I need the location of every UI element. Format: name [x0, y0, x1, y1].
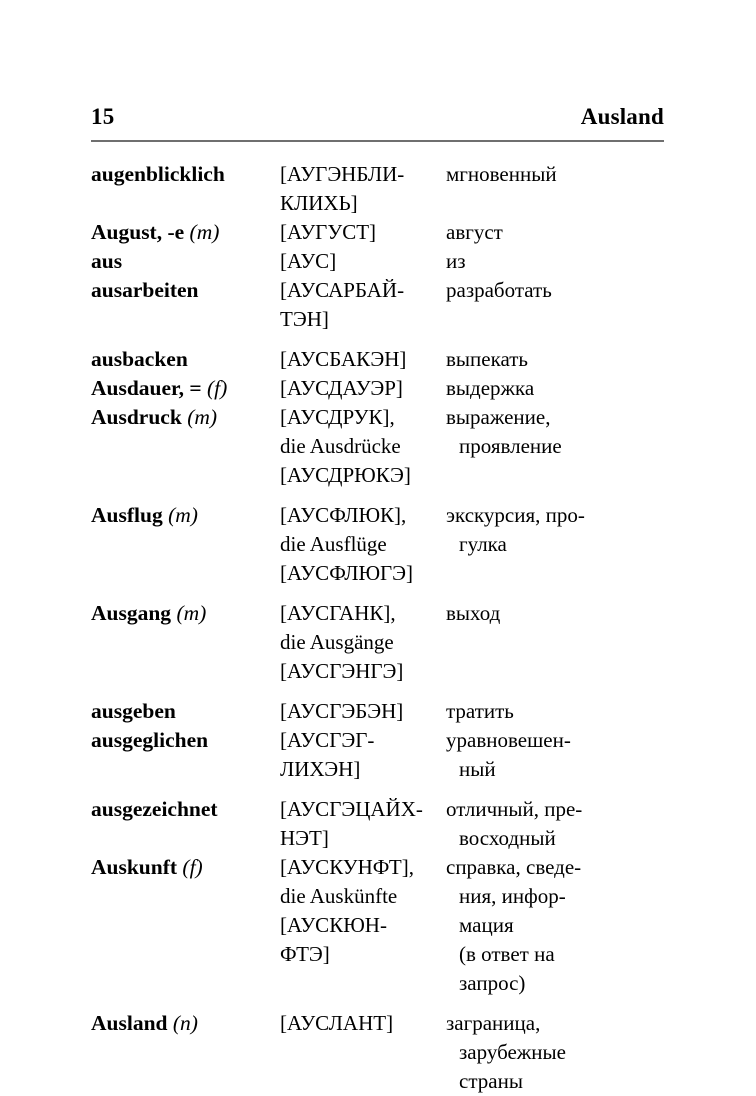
entry-transcription: [280, 374, 446, 403]
gender-marker: (f): [207, 376, 228, 400]
translation-line: заграница,: [446, 1011, 541, 1035]
dictionary-entry: [91, 403, 691, 490]
entry-translation: [446, 345, 691, 374]
headword-text: August, -e: [91, 220, 190, 244]
entry-translation: [446, 501, 691, 559]
entry-translation: [446, 853, 691, 998]
header-divider: [91, 140, 664, 142]
translation-line: тратить: [446, 699, 514, 723]
entry-headword: [91, 697, 280, 726]
entry-translation: [446, 795, 691, 853]
entry-headword: [91, 599, 280, 628]
dictionary-entry: [91, 276, 691, 334]
transcription-line: [АУСДАУЭР]: [280, 376, 403, 400]
entry-headword: [91, 276, 280, 305]
gender-marker: (f): [182, 855, 203, 879]
headword-text: Ausdauer, =: [91, 376, 208, 400]
entry-headword: [91, 853, 280, 882]
gender-marker: (n): [172, 1011, 198, 1035]
entry-transcription: [280, 853, 446, 969]
entry-translation: [446, 697, 691, 726]
translation-line: (в ответ на: [459, 942, 555, 966]
transcription-line: [АУСГАНК],: [280, 601, 396, 625]
dictionary-entry: [91, 374, 691, 403]
translation-line: мация: [459, 913, 514, 937]
entry-transcription: [280, 1009, 446, 1038]
transcription-line: die Auskünfte: [280, 884, 398, 908]
headword-text: Ausgang: [91, 601, 177, 625]
transcription-line: [АУСГЭНГЭ]: [280, 659, 404, 683]
entry-translation: [446, 160, 691, 189]
transcription-line: [АУСКУНФТ],: [280, 855, 414, 879]
gender-marker: (m): [176, 601, 207, 625]
translation-line: разработать: [446, 278, 552, 302]
entry-translation: [446, 218, 691, 247]
translation-line: восходный: [459, 826, 556, 850]
entry-translation: [446, 247, 691, 276]
translation-line: ния, инфор-: [459, 884, 566, 908]
headword-text: Ausflug: [91, 503, 169, 527]
entry-translation: [446, 374, 691, 403]
page-number: 15: [91, 104, 115, 129]
entry-transcription: [280, 403, 446, 490]
headword-text: ausbacken: [91, 347, 188, 371]
entry-headword: [91, 374, 280, 403]
transcription-line: die Ausdrücke: [280, 434, 401, 458]
dictionary-entry: [91, 218, 691, 247]
entry-headword: [91, 1009, 280, 1038]
entry-headword: [91, 501, 280, 530]
translation-line: запрос): [459, 971, 526, 995]
transcription-line: [АУСГЭБЭН]: [280, 699, 404, 723]
transcription-line: [АУС]: [280, 249, 337, 273]
entry-headword: [91, 403, 280, 432]
transcription-line: НЭТ]: [280, 826, 329, 850]
headword-text: ausarbeiten: [91, 278, 199, 302]
translation-line: проявление: [459, 434, 562, 458]
entry-transcription: [280, 599, 446, 686]
entry-transcription: [280, 218, 446, 247]
transcription-line: [АУСФЛЮГЭ]: [280, 561, 414, 585]
transcription-line: [АУСКЮН-: [280, 913, 387, 937]
translation-line: ный: [459, 757, 496, 781]
entry-headword: [91, 247, 280, 276]
entry-headword: [91, 218, 280, 247]
gender-marker: (m): [168, 503, 198, 527]
dictionary-entry: [91, 795, 691, 853]
entry-list: [91, 160, 691, 1096]
entry-translation: [446, 276, 691, 305]
entry-translation: [446, 726, 691, 784]
headword-text: aus: [91, 249, 123, 273]
transcription-line: [АУСЛАНТ]: [280, 1011, 394, 1035]
translation-line: мгновенный: [446, 162, 557, 186]
gender-marker: (m): [187, 405, 218, 429]
gender-marker: (m): [189, 220, 220, 244]
transcription-line: [АУСФЛЮК],: [280, 503, 407, 527]
dictionary-entry: [91, 1009, 691, 1096]
dictionary-entry: [91, 501, 691, 588]
dictionary-entry: [91, 697, 691, 726]
transcription-line: [АУСГЭГ-: [280, 728, 375, 752]
running-head: [91, 104, 664, 130]
entry-transcription: [280, 247, 446, 276]
transcription-line: die Ausgänge: [280, 630, 394, 654]
headword-text: Auskunft: [91, 855, 183, 879]
transcription-line: die Ausflüge: [280, 532, 387, 556]
transcription-line: ТЭН]: [280, 307, 329, 331]
translation-line: зарубежные: [459, 1040, 566, 1064]
entry-translation: [446, 599, 691, 628]
translation-line: выпекать: [446, 347, 529, 371]
entry-transcription: [280, 501, 446, 588]
entry-transcription: [280, 726, 446, 784]
entry-transcription: [280, 795, 446, 853]
translation-line: экскурсия, про-: [446, 503, 585, 527]
transcription-line: ЛИХЭН]: [280, 757, 361, 781]
entry-translation: [446, 403, 691, 461]
headword-text: Ausdruck: [91, 405, 188, 429]
entry-transcription: [280, 345, 446, 374]
translation-line: уравновешен-: [446, 728, 571, 752]
entry-transcription: [280, 697, 446, 726]
headword-text: augenblicklich: [91, 162, 225, 186]
translation-line: страны: [459, 1069, 523, 1093]
dictionary-entry: [91, 247, 691, 276]
translation-line: гулка: [459, 532, 507, 556]
headword-text: Ausland: [91, 1011, 173, 1035]
transcription-line: [АУСДРЮКЭ]: [280, 463, 411, 487]
transcription-line: [АУГУСТ]: [280, 220, 377, 244]
catchword: Ausland: [580, 104, 664, 129]
transcription-line: [АУСДРУК],: [280, 405, 395, 429]
transcription-line: ФТЭ]: [280, 942, 330, 966]
transcription-line: [АУГЭНБЛИ-: [280, 162, 405, 186]
transcription-line: [АУСГЭЦАЙХ-: [280, 797, 423, 821]
headword-text: ausgeben: [91, 699, 176, 723]
translation-line: выдержка: [446, 376, 535, 400]
dictionary-entry: [91, 345, 691, 374]
dictionary-entry: [91, 853, 691, 998]
transcription-line: [АУСАРБАЙ-: [280, 278, 405, 302]
entry-transcription: [280, 276, 446, 334]
entry-headword: [91, 160, 280, 189]
entry-headword: [91, 795, 280, 824]
dictionary-entry: [91, 726, 691, 784]
translation-line: отличный, пре-: [446, 797, 583, 821]
headword-text: ausgezeichnet: [91, 797, 218, 821]
entry-headword: [91, 726, 280, 755]
translation-line: из: [446, 249, 466, 273]
entry-headword: [91, 345, 280, 374]
translation-line: выражение,: [446, 405, 551, 429]
translation-line: справка, сведе-: [446, 855, 582, 879]
translation-line: выход: [446, 601, 501, 625]
entry-translation: [446, 1009, 691, 1096]
dictionary-entry: [91, 599, 691, 686]
dictionary-entry: [91, 160, 691, 218]
transcription-line: КЛИХЬ]: [280, 191, 358, 215]
transcription-line: [АУСБАКЭН]: [280, 347, 407, 371]
headword-text: ausgeglichen: [91, 728, 209, 752]
entry-transcription: [280, 160, 446, 218]
translation-line: август: [446, 220, 503, 244]
